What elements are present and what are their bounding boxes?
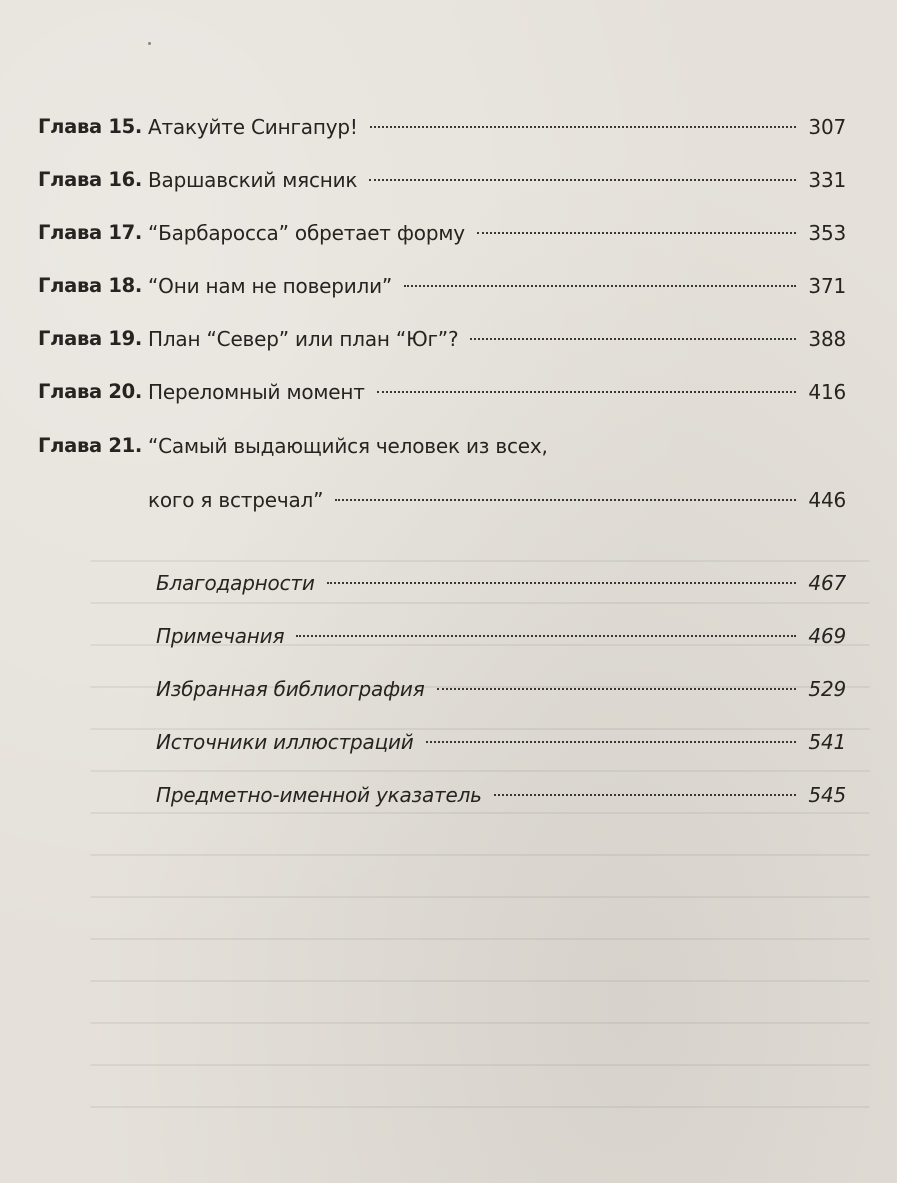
page-number: 371 <box>808 274 846 298</box>
toc-entry-illustration-sources[interactable] <box>38 716 846 756</box>
page-number: 545 <box>808 783 846 807</box>
dot-leader <box>437 688 797 690</box>
back-matter-line <box>156 622 846 650</box>
page-number: 307 <box>808 115 846 139</box>
bleed-through-texture <box>90 560 870 1180</box>
dot-leader <box>296 635 796 637</box>
back-matter-line <box>156 569 846 597</box>
back-matter-title: Благодарности <box>156 571 315 595</box>
chapter-label: Глава 20. <box>38 380 142 403</box>
toc-entry-notes[interactable] <box>38 610 846 650</box>
back-matter-title: Источники иллюстраций <box>156 730 414 754</box>
chapter-title-line <box>148 325 846 353</box>
chapter-title-line <box>148 486 846 514</box>
chapter-title-line <box>148 166 846 194</box>
toc-entry-acknowledgements[interactable] <box>38 557 846 597</box>
back-matter-title: Примечания <box>156 624 285 648</box>
chapter-title-line <box>148 378 846 406</box>
chapter-title-line-1: “Самый выдающийся человек из всех, <box>148 434 548 458</box>
page-number: 529 <box>808 677 846 701</box>
page-number: 469 <box>808 624 846 648</box>
toc-entry-chapter-15[interactable] <box>38 101 846 141</box>
dot-leader <box>335 499 796 501</box>
page-number: 388 <box>808 327 846 351</box>
chapter-title-line <box>148 113 846 141</box>
paper-speck <box>148 42 151 45</box>
page-number: 446 <box>808 488 846 512</box>
page-number: 541 <box>808 730 846 754</box>
toc-entry-index[interactable] <box>38 769 846 809</box>
page-number: 467 <box>808 571 846 595</box>
chapter-label: Глава 21. <box>38 434 142 457</box>
chapter-label: Глава 15. <box>38 115 142 138</box>
toc-entry-chapter-17[interactable] <box>38 207 846 247</box>
page-number: 416 <box>808 380 846 404</box>
toc-entry-chapter-20[interactable] <box>38 366 846 406</box>
toc-entry-chapter-21[interactable] <box>38 420 846 460</box>
chapter-title: “Они нам не поверили” <box>148 274 393 298</box>
chapter-title: Атакуйте Сингапур! <box>148 115 358 139</box>
chapter-title-line <box>148 272 846 300</box>
back-matter-line <box>156 781 846 809</box>
chapter-label: Глава 18. <box>38 274 142 297</box>
chapter-title: Переломный момент <box>148 380 365 404</box>
back-matter-title: Избранная библиография <box>156 677 425 701</box>
chapter-title-line <box>148 219 846 247</box>
back-matter-title: Предметно-именной указатель <box>156 783 482 807</box>
toc-entry-chapter-21-continued[interactable] <box>38 474 846 514</box>
toc-entry-chapter-19[interactable] <box>38 313 846 353</box>
toc-entry-chapter-16[interactable] <box>38 154 846 194</box>
back-matter-line <box>156 675 846 703</box>
toc-entry-bibliography[interactable] <box>38 663 846 703</box>
page-number: 353 <box>808 221 846 245</box>
chapter-label: Глава 17. <box>38 221 142 244</box>
dot-leader <box>426 741 797 743</box>
chapter-title: План “Север” или план “Юг”? <box>148 327 459 351</box>
dot-leader <box>327 582 797 584</box>
dot-leader <box>404 285 796 287</box>
chapter-title: “Барбаросса” обретает форму <box>148 221 465 245</box>
dot-leader <box>477 232 797 234</box>
dot-leader <box>494 794 797 796</box>
chapter-label: Глава 16. <box>38 168 142 191</box>
toc-entry-chapter-18[interactable] <box>38 260 846 300</box>
chapter-title: Варшавский мясник <box>148 168 358 192</box>
chapter-label: Глава 19. <box>38 327 142 350</box>
dot-leader <box>369 179 796 181</box>
page-number: 331 <box>808 168 846 192</box>
dot-leader <box>377 391 797 393</box>
dot-leader <box>370 126 797 128</box>
back-matter-line <box>156 728 846 756</box>
chapter-title-line-2: кого я встречал” <box>148 488 324 512</box>
dot-leader <box>470 338 796 340</box>
